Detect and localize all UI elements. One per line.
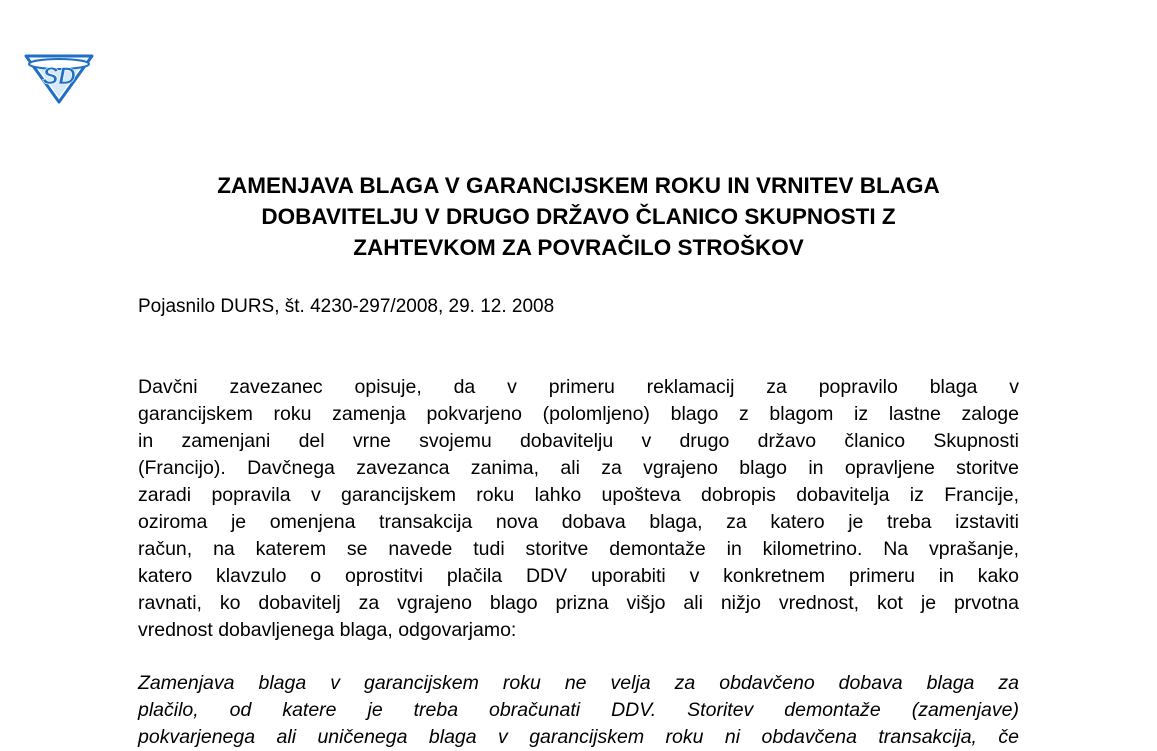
- title-line: ZAHTEVKOM ZA POVRAČILO STROŠKOV: [353, 235, 804, 260]
- question-paragraph: [138, 374, 1019, 644]
- document-subtitle: Pojasnilo DURS, št. 4230-297/2008, 29. 12. 2008: [138, 296, 555, 317]
- logo-text: SD: [42, 63, 76, 90]
- answer-paragraph: [138, 670, 1019, 751]
- company-logo: [22, 50, 96, 104]
- text-line: zaradi popravila v garancijskem roku lahko upošteva dobropis dobavitelja iz Francije,: [138, 484, 1019, 506]
- document-title: [120, 170, 1037, 263]
- text-line: vrednost dobavljenega blaga, odgovarjamo:: [138, 619, 517, 641]
- text-line: oziroma je omenjena transakcija nova dobava blaga, za katero je treba izstaviti: [138, 511, 1019, 533]
- text-line: (Francijo). Davčnega zavezanca zanima, ali za vgrajeno blago in opravljene storitve: [138, 457, 1019, 479]
- title-line: ZAMENJAVA BLAGA V GARANCIJSKEM ROKU IN VRNITEV BLAGA: [217, 173, 940, 198]
- text-line: ravnati, ko dobavitelj za vgrajeno blago prizna višjo ali nižjo vrednost, kot je prvotna: [138, 592, 1019, 614]
- text-line: račun, na katerem se navede tudi storitve demontaže in kilometrino. Na vprašanje,: [138, 538, 1019, 560]
- text-line: pokvarjenega ali uničenega blaga v garancijskem roku ni obdavčena transakcija, če: [138, 726, 1019, 748]
- text-line: plačilo, od katere je treba obračunati DDV. Storitev demontaže (zamenjave): [138, 699, 1019, 721]
- text-line: in zamenjani del vrne svojemu dobavitelju v drugo državo članico Skupnosti: [138, 430, 1019, 452]
- text-line: Davčni zavezanec opisuje, da v primeru reklamacij za popravilo blaga v: [138, 376, 1019, 398]
- text-line: katero klavzulo o oprostitvi plačila DDV uporabiti v konkretnem primeru in kako: [138, 565, 1019, 587]
- text-line: Zamenjava blaga v garancijskem roku ne velja za obdavčeno dobava blaga za: [138, 672, 1019, 694]
- title-line: DOBAVITELJU V DRUGO DRŽAVO ČLANICO SKUPNOSTI Z: [261, 204, 896, 229]
- text-line: garancijskem roku zamenja pokvarjeno (polomljeno) blago z blagom iz lastne zaloge: [138, 403, 1019, 425]
